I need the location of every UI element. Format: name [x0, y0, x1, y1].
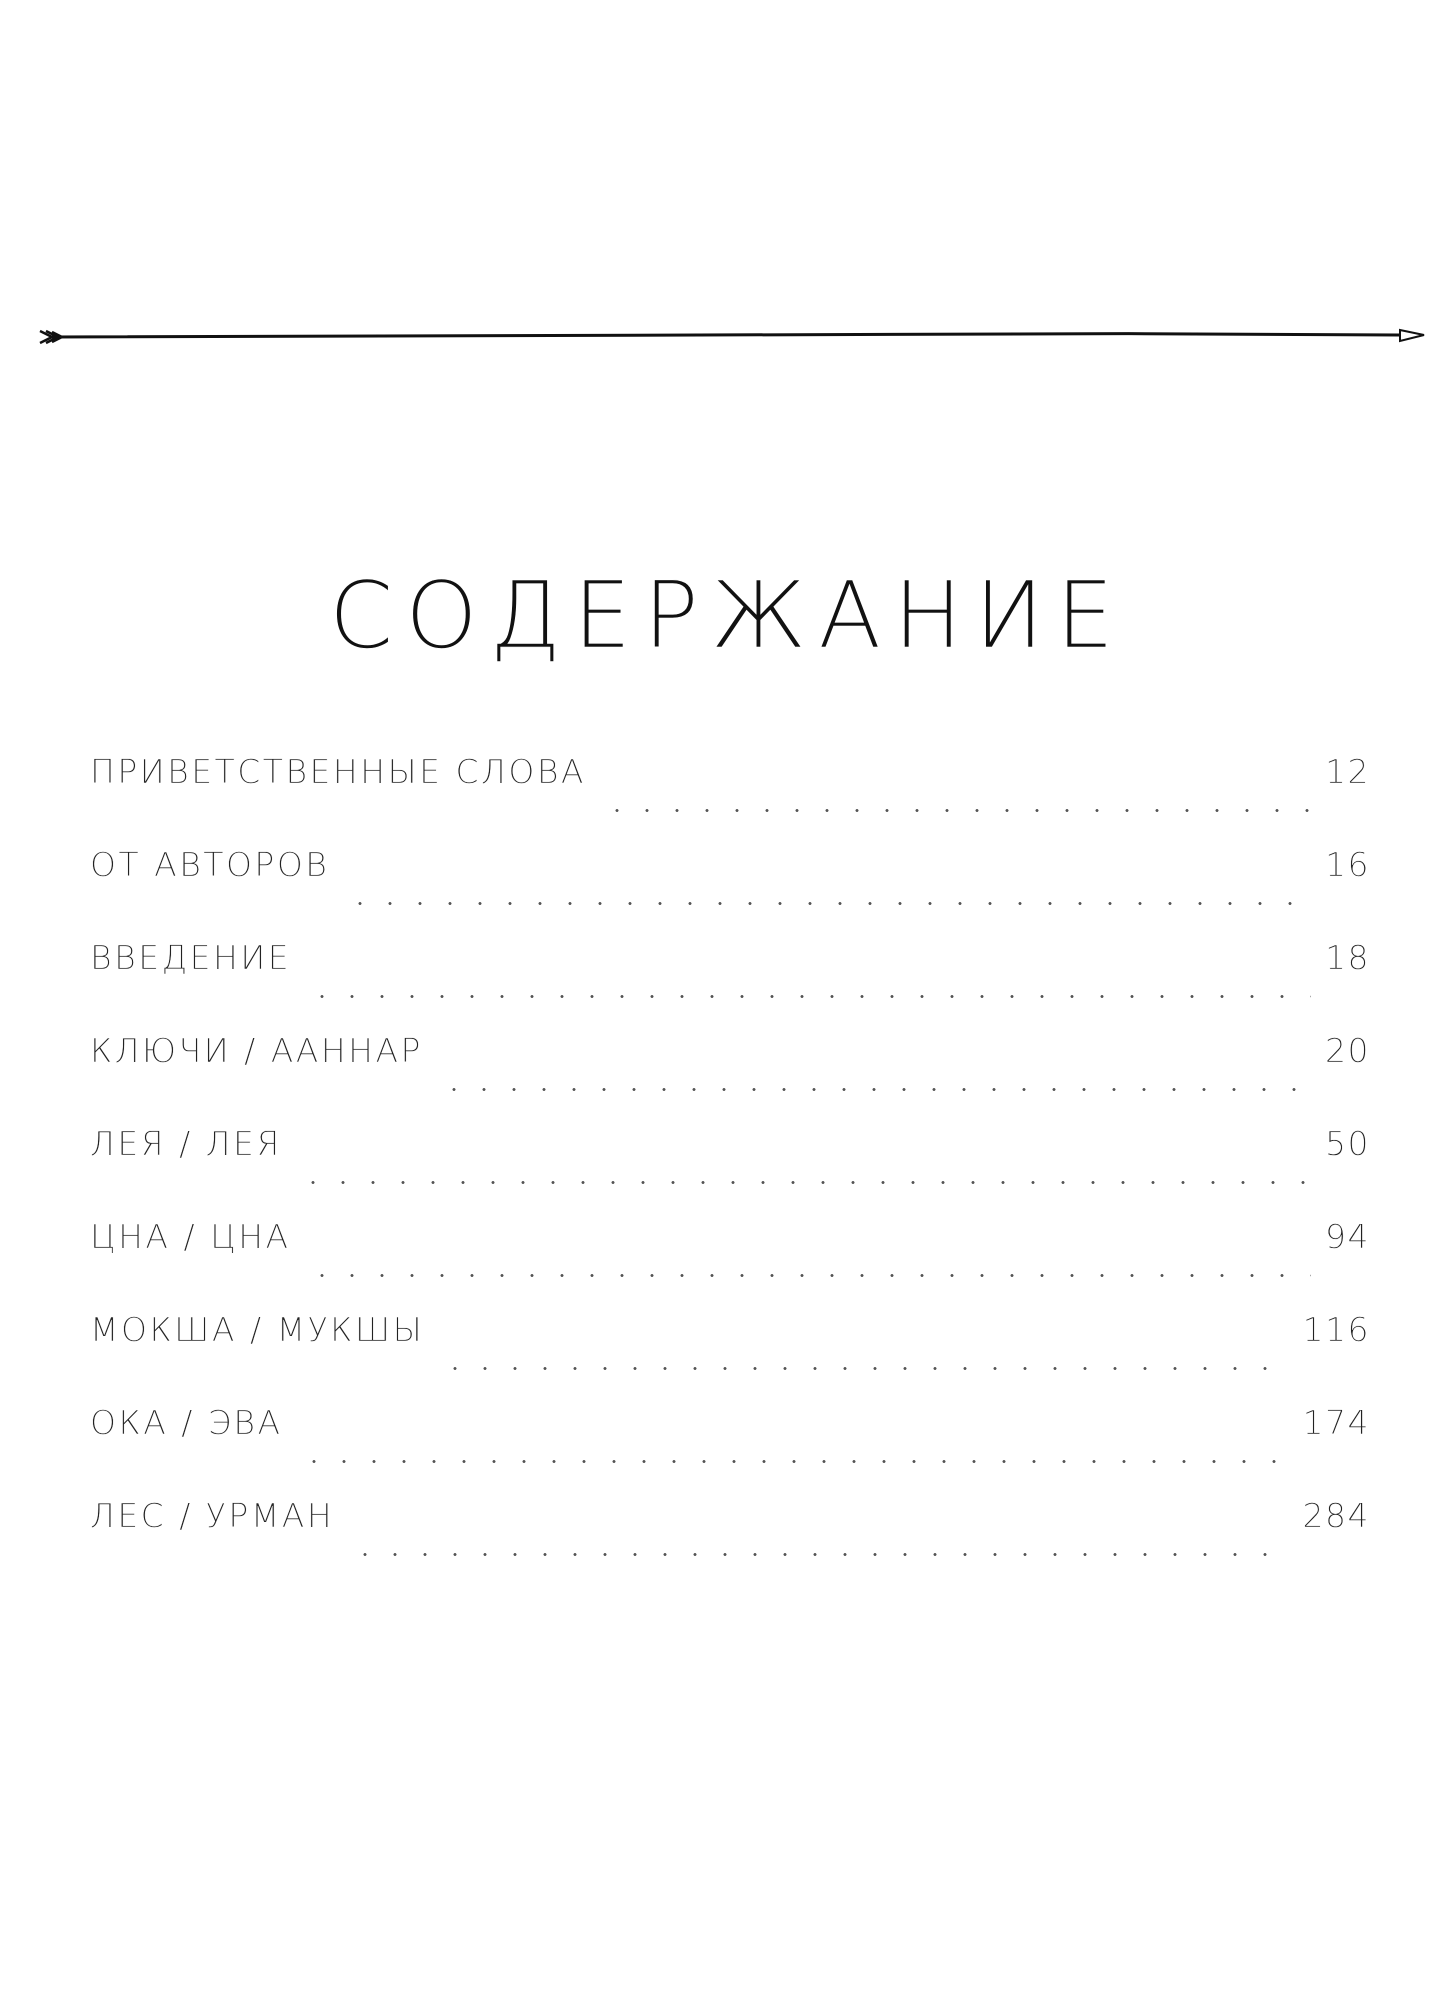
toc-entry-title: КЛЮЧИ / ААННАР — [90, 1031, 423, 1070]
toc-entry-title: ОКА / ЭВА — [90, 1403, 283, 1442]
toc-entry-title: ПРИВЕТСТВЕННЫЕ СЛОВА — [90, 752, 586, 791]
toc-entry-page: 174 — [1302, 1403, 1370, 1442]
toc-entry[interactable] — [90, 1496, 1370, 1589]
toc-entry-page: 16 — [1325, 845, 1370, 884]
toc-entry-page: 12 — [1325, 752, 1370, 791]
toc-entry-title: ЛЕС / УРМАН — [90, 1496, 335, 1535]
toc-entry-page: 284 — [1302, 1496, 1370, 1535]
toc-dot-leader — [299, 1460, 1289, 1463]
toc-entry-title: ЛЕЯ / ЛЕЯ — [90, 1124, 282, 1163]
toc-entry[interactable] — [90, 752, 1370, 845]
toc-entry-page: 116 — [1302, 1310, 1370, 1349]
toc-entry[interactable] — [90, 938, 1370, 1031]
toc-entry-title: ВВЕДЕНИЕ — [90, 938, 292, 977]
toc-entry[interactable] — [90, 1403, 1370, 1496]
toc-entry-page: 18 — [1325, 938, 1370, 977]
toc-entry[interactable] — [90, 1124, 1370, 1217]
toc-dot-leader — [439, 1088, 1311, 1091]
toc-dot-leader — [307, 995, 1311, 998]
toc-entry-page: 50 — [1325, 1124, 1370, 1163]
arrow-line-icon — [38, 322, 1430, 352]
toc-entry-page: 20 — [1325, 1031, 1370, 1070]
toc-entry[interactable] — [90, 1031, 1370, 1124]
toc-dot-leader — [307, 1274, 1311, 1277]
toc-entry-title: ЦНА / ЦНА — [90, 1217, 291, 1256]
toc-entry-page: 94 — [1325, 1217, 1370, 1256]
toc-dot-leader — [298, 1181, 1311, 1184]
toc-dot-leader — [602, 809, 1311, 812]
toc-dot-leader — [440, 1367, 1288, 1370]
toc-dot-leader — [350, 1553, 1288, 1556]
table-of-contents — [90, 752, 1370, 1589]
toc-entry-title: МОКША / МУКШЫ — [90, 1310, 425, 1349]
toc-entry[interactable] — [90, 845, 1370, 938]
toc-entry[interactable] — [90, 1310, 1370, 1403]
toc-dot-leader — [345, 902, 1311, 905]
toc-entry[interactable] — [90, 1217, 1370, 1310]
toc-entry-title: ОТ АВТОРОВ — [90, 845, 330, 884]
page-title: СОДЕРЖАНИЕ — [328, 561, 1127, 669]
